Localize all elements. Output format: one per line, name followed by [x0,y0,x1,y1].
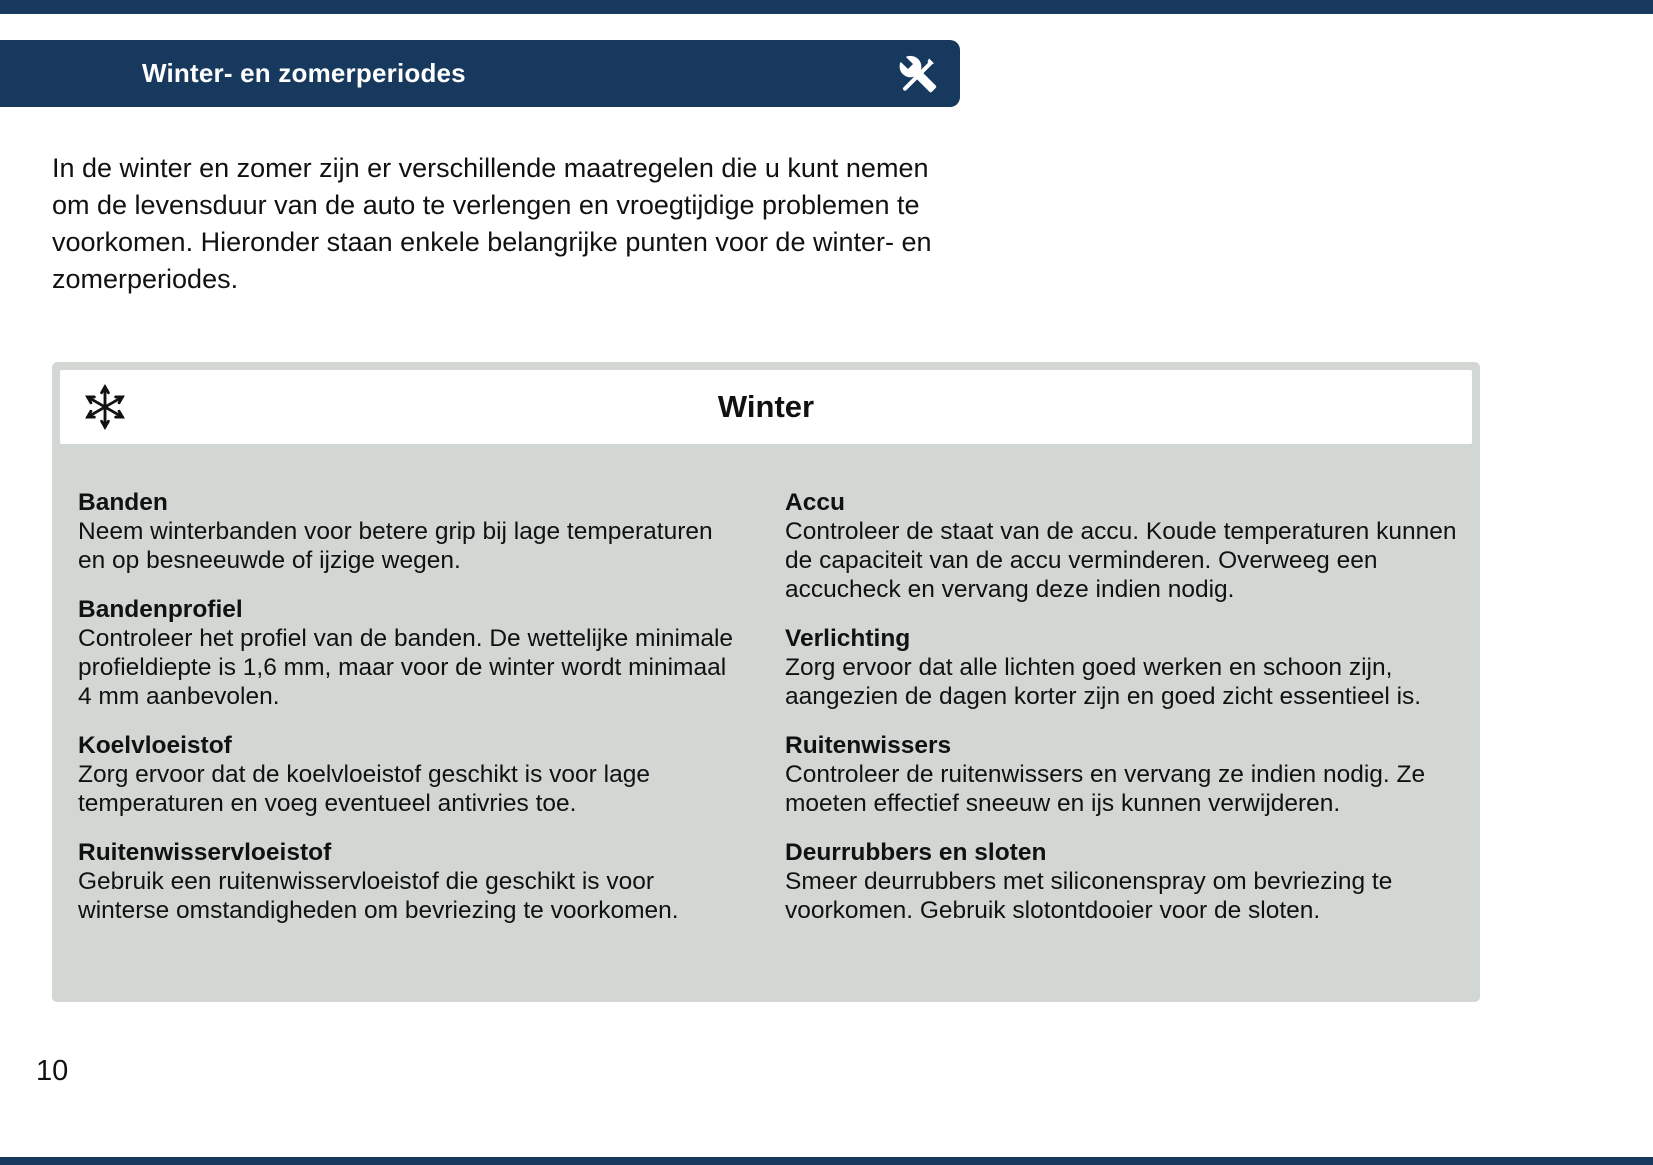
winter-item-heading: Accu [785,489,845,516]
page-title: Winter- en zomerperiodes [142,58,466,88]
tools-icon [896,52,940,96]
winter-item [78,838,743,925]
winter-card-body [52,452,1480,945]
bottom-border [0,1157,1653,1165]
winter-item-body: Controleer de ruitenwissers en vervang ze indien nodig. Ze moeten effectief sneeuw en ijs kunnen verwijderen. [785,761,1426,817]
winter-item [78,731,743,818]
top-border [0,0,1653,14]
winter-column-right [785,488,1460,945]
winter-item-heading: Ruitenwissers [785,732,952,759]
winter-item-heading: Ruitenwisservloeistof [78,839,332,866]
winter-item-body: Zorg ervoor dat de koelvloeistof geschikt is voor lage temperaturen en voeg eventueel antivries toe. [78,761,650,817]
winter-item-heading: Koelvloeistof [78,732,232,759]
winter-item [785,731,1460,818]
winter-item [78,488,743,575]
winter-item-body: Zorg ervoor dat alle lichten goed werken en schoon zijn, aangezien de dagen korter zijn en goed zicht essentieel is. [785,654,1422,710]
winter-card-title: Winter [717,389,815,424]
winter-item-heading: Deurrubbers en sloten [785,839,1047,866]
winter-item-heading: Verlichting [785,625,911,652]
winter-item-body: Controleer de staat van de accu. Koude temperaturen kunnen de capaciteit van de accu verminderen. Overweeg een accucheck en vervang deze indien nodig. [785,518,1457,603]
winter-item-body: Controleer het profiel van de banden. De wettelijke minimale profieldiepte is 1,6 mm, maar voor de winter wordt minimaal 4 mm aanbevolen. [78,625,734,710]
winter-item-body: Smeer deurrubbers met siliconenspray om bevriezing te voorkomen. Gebruik slotontdooier voor de sloten. [785,868,1393,924]
winter-item-heading: Bandenprofiel [78,596,243,623]
winter-card-header [60,370,1472,444]
winter-item-body: Gebruik een ruitenwisservloeistof die geschikt is voor winterse omstandigheden om bevriezing te voorkomen. [78,868,679,924]
winter-item-body: Neem winterbanden voor betere grip bij lage temperaturen en op besneeuwde of ijzige wegen. [78,518,713,574]
intro-paragraph: In de winter en zomer zijn er verschillende maatregelen die u kunt nemen om de levensduur van de auto te verlengen en vroegtijdige problemen te voorkomen. Hieronder staan enkele belangrijke punten voor de winter- en zomerperiodes. [52,153,932,294]
winter-item [785,838,1460,925]
section-header-bar [0,40,960,107]
winter-item [78,595,743,711]
snowflake-icon [82,384,128,430]
winter-item [785,488,1460,604]
winter-item [785,624,1460,711]
winter-item-heading: Banden [78,489,168,516]
page-number: 10 [36,1055,69,1087]
winter-column-left [78,488,743,945]
winter-card [52,362,1480,1002]
